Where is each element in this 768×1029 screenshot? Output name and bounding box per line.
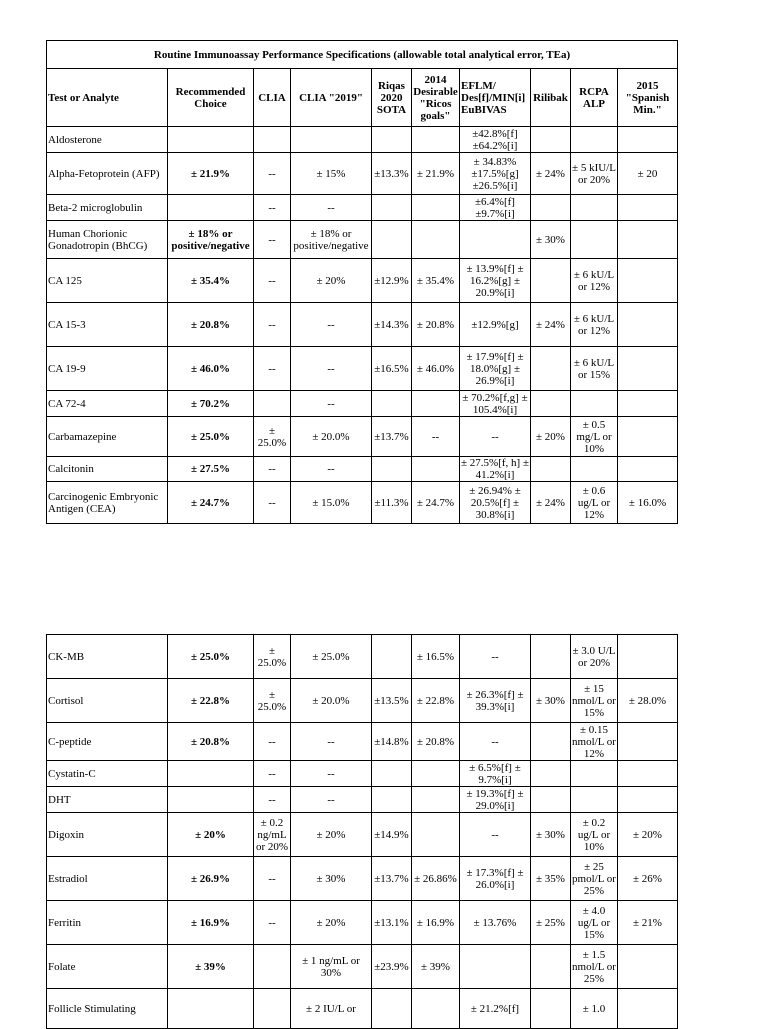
cell-clia: -- — [254, 787, 291, 813]
cell-recommended — [168, 127, 254, 153]
cell-clia: -- — [254, 901, 291, 945]
cell-recommended: ± 27.5% — [168, 457, 254, 482]
cell-clia — [254, 127, 291, 153]
cell-clia: -- — [254, 303, 291, 347]
cell-clia-2019: ± 15.0% — [291, 482, 372, 524]
col-header-clia-2019: CLIA "2019" — [291, 69, 372, 127]
cell-rcpa: ± 5 kIU/L or 20% — [571, 153, 618, 195]
table-row — [47, 457, 678, 482]
cell-ricos: ± 35.4% — [412, 259, 460, 303]
cell-clia: -- — [254, 195, 291, 221]
cell-riqas: ±13.7% — [372, 857, 412, 901]
cell-rcpa: ± 0.5 mg/L or 10% — [571, 417, 618, 457]
cell-clia-2019: -- — [291, 303, 372, 347]
cell-clia — [254, 989, 291, 1029]
cell-recommended — [168, 195, 254, 221]
cell-clia-2019: -- — [291, 195, 372, 221]
table-row — [47, 417, 678, 457]
col-header-rcpa: RCPA ALP — [571, 69, 618, 127]
cell-rilibak: ± 24% — [531, 153, 571, 195]
cell-spanish — [618, 761, 678, 787]
cell-test: Calcitonin — [47, 457, 168, 482]
cell-recommended: ± 70.2% — [168, 391, 254, 417]
cell-rcpa — [571, 457, 618, 482]
table-body-top — [47, 127, 678, 524]
cell-clia-2019: ± 20.0% — [291, 679, 372, 723]
cell-test: Ferritin — [47, 901, 168, 945]
cell-test: Beta-2 microglobulin — [47, 195, 168, 221]
table-row — [47, 153, 678, 195]
cell-eflm: -- — [460, 723, 531, 761]
table-row — [47, 195, 678, 221]
cell-eflm: ± 70.2%[f,g] ± 105.4%[i] — [460, 391, 531, 417]
cell-riqas — [372, 635, 412, 679]
cell-clia: ± 25.0% — [254, 679, 291, 723]
cell-riqas — [372, 391, 412, 417]
cell-rilibak — [531, 945, 571, 989]
cell-clia: -- — [254, 347, 291, 391]
cell-spanish — [618, 259, 678, 303]
cell-ricos: ± 20.8% — [412, 723, 460, 761]
cell-riqas: ±14.9% — [372, 813, 412, 857]
cell-clia-2019: ± 2 IU/L or — [291, 989, 372, 1029]
cell-spanish — [618, 945, 678, 989]
cell-rilibak — [531, 457, 571, 482]
cell-clia-2019: ± 20% — [291, 259, 372, 303]
cell-recommended: ± 39% — [168, 945, 254, 989]
cell-ricos — [412, 787, 460, 813]
col-header-riqas: Riqas 2020 SOTA — [372, 69, 412, 127]
cell-test: CA 125 — [47, 259, 168, 303]
cell-eflm: -- — [460, 635, 531, 679]
cell-ricos: ± 46.0% — [412, 347, 460, 391]
cell-recommended: ± 16.9% — [168, 901, 254, 945]
col-header-test: Test or Analyte — [47, 69, 168, 127]
cell-test: Aldosterone — [47, 127, 168, 153]
table-row — [47, 787, 678, 813]
cell-eflm: ± 17.3%[f] ± 26.0%[i] — [460, 857, 531, 901]
cell-ricos: ± 39% — [412, 945, 460, 989]
cell-clia-2019: ± 25.0% — [291, 635, 372, 679]
cell-rilibak: ± 30% — [531, 813, 571, 857]
cell-ricos — [412, 761, 460, 787]
cell-eflm: ± 26.3%[f] ± 39.3%[i] — [460, 679, 531, 723]
cell-clia-2019: ± 20.0% — [291, 417, 372, 457]
cell-riqas — [372, 989, 412, 1029]
cell-recommended: ± 20.8% — [168, 723, 254, 761]
cell-riqas: ±23.9% — [372, 945, 412, 989]
table-body-bottom — [47, 635, 678, 1029]
col-header-rilibak: Rilibak — [531, 69, 571, 127]
cell-rilibak — [531, 635, 571, 679]
cell-test: Estradiol — [47, 857, 168, 901]
table-row — [47, 857, 678, 901]
cell-clia-2019: ± 20% — [291, 901, 372, 945]
cell-rcpa: ± 6 kU/L or 15% — [571, 347, 618, 391]
table-row — [47, 127, 678, 153]
cell-rcpa: ± 0.2 ug/L or 10% — [571, 813, 618, 857]
cell-test: DHT — [47, 787, 168, 813]
col-header-recommended: Recommended Choice — [168, 69, 254, 127]
cell-ricos: ± 16.5% — [412, 635, 460, 679]
cell-test: Carbamazepine — [47, 417, 168, 457]
cell-riqas: ±11.3% — [372, 482, 412, 524]
cell-test: Cystatin-C — [47, 761, 168, 787]
cell-recommended: ± 46.0% — [168, 347, 254, 391]
cell-spanish — [618, 417, 678, 457]
spec-table-top — [46, 40, 678, 524]
cell-eflm: ± 6.5%[f] ± 9.7%[i] — [460, 761, 531, 787]
cell-clia-2019: -- — [291, 723, 372, 761]
cell-test: CA 72-4 — [47, 391, 168, 417]
cell-eflm: -- — [460, 813, 531, 857]
cell-ricos — [412, 391, 460, 417]
cell-test: Alpha-Fetoprotein (AFP) — [47, 153, 168, 195]
cell-clia: -- — [254, 857, 291, 901]
cell-recommended: ± 18% or positive/negative — [168, 221, 254, 259]
cell-riqas — [372, 457, 412, 482]
col-header-eflm: EFLM/ Des[f]/MIN[i] EuBIVAS — [460, 69, 531, 127]
cell-clia-2019: ± 20% — [291, 813, 372, 857]
cell-clia: ± 25.0% — [254, 417, 291, 457]
cell-recommended: ± 22.8% — [168, 679, 254, 723]
cell-rcpa: ± 0.6 ug/L or 12% — [571, 482, 618, 524]
cell-ricos: ± 20.8% — [412, 303, 460, 347]
cell-spanish — [618, 989, 678, 1029]
cell-spanish: ± 28.0% — [618, 679, 678, 723]
cell-eflm: ± 34.83% ±17.5%[g] ±26.5%[i] — [460, 153, 531, 195]
table-row — [47, 679, 678, 723]
table-row — [47, 482, 678, 524]
cell-test: CK-MB — [47, 635, 168, 679]
cell-eflm: ±42.8%[f] ±64.2%[i] — [460, 127, 531, 153]
cell-clia-2019: ± 18% or positive/negative — [291, 221, 372, 259]
table-row — [47, 723, 678, 761]
cell-spanish: ± 20 — [618, 153, 678, 195]
cell-rcpa — [571, 221, 618, 259]
cell-test: CA 15-3 — [47, 303, 168, 347]
cell-clia-2019: ± 30% — [291, 857, 372, 901]
cell-rcpa — [571, 127, 618, 153]
cell-eflm: ± 13.76% — [460, 901, 531, 945]
cell-test: Cortisol — [47, 679, 168, 723]
cell-spanish — [618, 195, 678, 221]
cell-riqas — [372, 761, 412, 787]
cell-spanish: ± 20% — [618, 813, 678, 857]
cell-test: Digoxin — [47, 813, 168, 857]
cell-rilibak — [531, 127, 571, 153]
cell-riqas: ±12.9% — [372, 259, 412, 303]
cell-clia: -- — [254, 482, 291, 524]
cell-rcpa: ± 0.15 nmol/L or 12% — [572, 723, 616, 760]
table-row — [47, 635, 678, 679]
col-header-spanish: 2015 "Spanish Min." — [618, 69, 678, 127]
cell-eflm: ± 19.3%[f] ± 29.0%[i] — [460, 787, 531, 813]
cell-ricos — [412, 457, 460, 482]
cell-spanish — [618, 221, 678, 259]
cell-riqas: ±13.5% — [372, 679, 412, 723]
cell-riqas: ±13.7% — [372, 417, 412, 457]
cell-rcpa: ± 15 nmol/L or 15% — [571, 679, 618, 723]
cell-clia-2019: -- — [291, 347, 372, 391]
cell-spanish — [618, 723, 678, 761]
cell-spanish — [618, 787, 678, 813]
cell-ricos — [412, 221, 460, 259]
cell-spanish — [618, 127, 678, 153]
cell-recommended: ± 20.8% — [168, 303, 254, 347]
cell-recommended: ± 24.7% — [168, 482, 254, 524]
cell-spanish — [618, 635, 678, 679]
cell-spanish — [618, 391, 678, 417]
cell-eflm: -- — [460, 417, 531, 457]
cell-rcpa — [571, 761, 618, 787]
cell-clia: -- — [254, 723, 291, 761]
table-row — [47, 259, 678, 303]
cell-riqas: ±13.1% — [372, 901, 412, 945]
cell-rcpa: ± 3.0 U/L or 20% — [571, 635, 618, 679]
table-row — [47, 945, 678, 989]
cell-rcpa: ± 6 kU/L or 12% — [571, 303, 618, 347]
cell-recommended: ± 35.4% — [168, 259, 254, 303]
cell-ricos — [412, 127, 460, 153]
cell-eflm: ±6.4%[f] ±9.7%[i] — [460, 195, 531, 221]
table-row — [47, 761, 678, 787]
table-row — [47, 901, 678, 945]
cell-rcpa: ± 4.0 ug/L or 15% — [571, 901, 618, 945]
cell-test: Carcinogenic Embryonic Antigen (CEA) — [47, 482, 168, 524]
cell-ricos: ± 26.86% — [412, 857, 460, 901]
cell-eflm: ± 26.94% ± 20.5%[f] ± 30.8%[i] — [460, 482, 531, 524]
cell-recommended — [168, 761, 254, 787]
cell-spanish: ± 26% — [618, 857, 678, 901]
cell-eflm: ± 27.5%[f, h] ± 41.2%[i] — [461, 457, 529, 481]
cell-clia-2019: -- — [291, 391, 372, 417]
cell-rilibak — [531, 195, 571, 221]
cell-clia-2019: ± 1 ng/mL or 30% — [291, 945, 372, 989]
cell-rcpa: ± 1.0 — [571, 989, 618, 1029]
cell-test: Follicle Stimulating — [47, 989, 168, 1029]
spec-table-bottom — [46, 634, 678, 1029]
cell-rcpa: ± 25 pmol/L or 25% — [571, 857, 618, 901]
cell-test: C-peptide — [47, 723, 168, 761]
cell-clia: -- — [254, 259, 291, 303]
cell-riqas: ±14.8% — [372, 723, 412, 761]
cell-rilibak — [531, 259, 571, 303]
table-row — [47, 303, 678, 347]
cell-rilibak — [531, 989, 571, 1029]
cell-rcpa — [571, 391, 618, 417]
cell-riqas — [372, 787, 412, 813]
cell-ricos: ± 16.9% — [412, 901, 460, 945]
cell-test: Human Chorionic Gonadotropin (BhCG) — [47, 221, 168, 259]
cell-recommended: ± 20% — [168, 813, 254, 857]
cell-spanish: ± 21% — [618, 901, 678, 945]
cell-rcpa: ± 6 kU/L or 12% — [571, 259, 618, 303]
cell-clia — [254, 945, 291, 989]
cell-rilibak — [531, 787, 571, 813]
cell-rcpa: ± 1.5 nmol/L or 25% — [571, 945, 618, 989]
cell-ricos — [412, 813, 460, 857]
cell-rilibak — [531, 347, 571, 391]
cell-rilibak — [531, 723, 571, 761]
cell-clia-2019: ± 15% — [291, 153, 372, 195]
cell-recommended: ± 21.9% — [168, 153, 254, 195]
cell-riqas — [372, 221, 412, 259]
cell-clia-2019: -- — [291, 457, 372, 482]
cell-eflm: ± 13.9%[f] ± 16.2%[g] ± 20.9%[i] — [460, 259, 531, 303]
cell-riqas — [372, 195, 412, 221]
cell-rcpa — [571, 787, 618, 813]
cell-ricos: ± 22.8% — [412, 679, 460, 723]
cell-clia: ± 25.0% — [254, 635, 291, 679]
table-row — [47, 813, 678, 857]
cell-recommended: ± 26.9% — [168, 857, 254, 901]
cell-spanish — [618, 303, 678, 347]
cell-test: CA 19-9 — [47, 347, 168, 391]
cell-test: Folate — [47, 945, 168, 989]
cell-clia: -- — [254, 153, 291, 195]
cell-clia-2019 — [291, 127, 372, 153]
cell-ricos — [412, 989, 460, 1029]
cell-spanish — [618, 457, 678, 482]
cell-rilibak: ± 24% — [531, 303, 571, 347]
cell-clia — [254, 391, 291, 417]
cell-rilibak: ± 30% — [531, 679, 571, 723]
cell-clia: ± 0.2 ng/mL or 20% — [254, 813, 291, 857]
cell-recommended — [168, 787, 254, 813]
cell-clia-2019: -- — [291, 761, 372, 787]
col-header-clia: CLIA — [254, 69, 291, 127]
cell-clia: -- — [254, 761, 291, 787]
cell-ricos — [412, 195, 460, 221]
cell-rilibak: ± 20% — [531, 417, 571, 457]
cell-ricos: ± 21.9% — [412, 153, 460, 195]
cell-eflm — [460, 221, 531, 259]
cell-eflm: ± 17.9%[f] ± 18.0%[g] ± 26.9%[i] — [460, 347, 531, 391]
cell-eflm: ±12.9%[g] — [460, 303, 531, 347]
cell-ricos: -- — [412, 417, 460, 457]
cell-riqas: ±13.3% — [372, 153, 412, 195]
cell-clia: -- — [254, 457, 291, 482]
cell-riqas: ±14.3% — [372, 303, 412, 347]
cell-rilibak: ± 24% — [531, 482, 571, 524]
cell-eflm — [460, 945, 531, 989]
cell-rilibak — [531, 391, 571, 417]
table-row — [47, 391, 678, 417]
cell-rilibak: ± 30% — [531, 221, 571, 259]
header-row — [47, 69, 678, 127]
cell-spanish: ± 16.0% — [618, 482, 678, 524]
table-row — [47, 347, 678, 391]
cell-riqas: ±16.5% — [372, 347, 412, 391]
col-header-ricos: 2014 Desirable "Ricos goals" — [412, 69, 460, 127]
cell-spanish — [618, 347, 678, 391]
table-row — [47, 989, 678, 1029]
cell-rcpa — [571, 195, 618, 221]
cell-riqas — [372, 127, 412, 153]
cell-rilibak — [531, 761, 571, 787]
cell-eflm: ± 21.2%[f] — [460, 989, 531, 1029]
cell-ricos: ± 24.7% — [412, 482, 460, 524]
cell-rilibak: ± 35% — [531, 857, 571, 901]
cell-rilibak: ± 25% — [531, 901, 571, 945]
cell-recommended — [168, 989, 254, 1029]
cell-clia: -- — [254, 221, 291, 259]
table-row — [47, 221, 678, 259]
cell-recommended: ± 25.0% — [168, 635, 254, 679]
table-title: Routine Immunoassay Performance Specifications (allowable total analytical error, TEa) — [47, 41, 678, 69]
cell-recommended: ± 25.0% — [168, 417, 254, 457]
cell-clia-2019: -- — [291, 787, 372, 813]
